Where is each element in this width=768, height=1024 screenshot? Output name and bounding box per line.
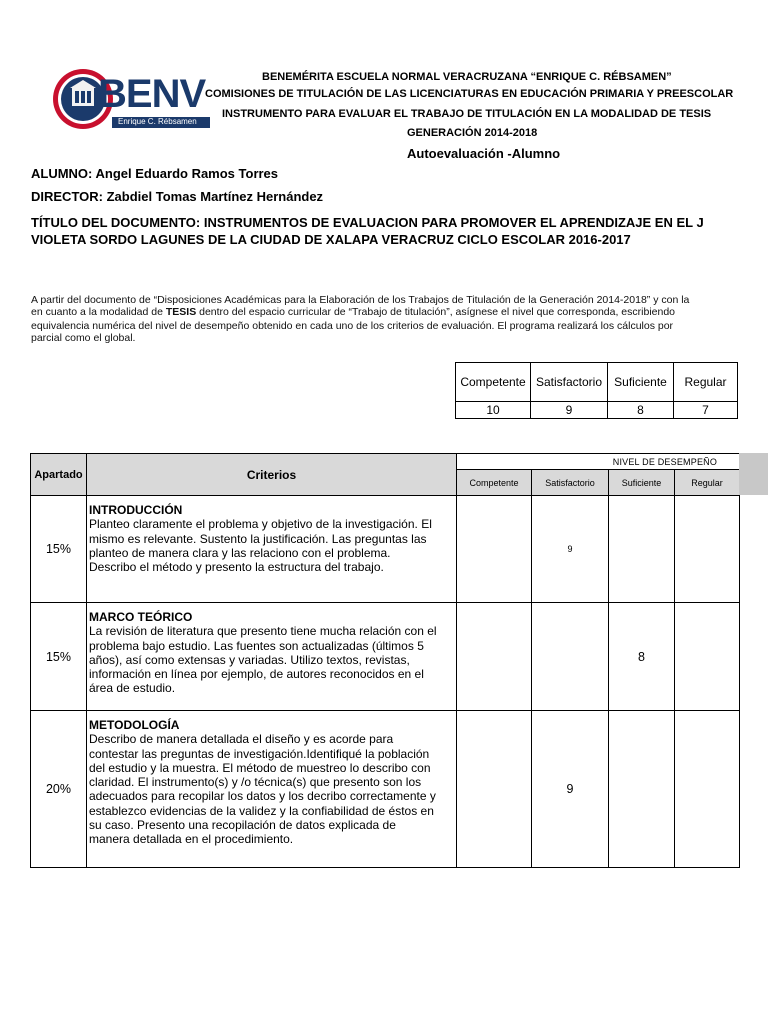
header-level: Suficiente bbox=[609, 470, 675, 496]
score-satisfactorio[interactable] bbox=[532, 603, 609, 711]
rubric-table bbox=[30, 453, 740, 868]
criteria-title: MARCO TEÓRICO bbox=[89, 610, 193, 624]
scale-level: Regular bbox=[674, 363, 738, 402]
side-scroll-tab[interactable] bbox=[739, 453, 768, 495]
table-row bbox=[31, 496, 740, 603]
scale-value: 8 bbox=[608, 402, 674, 419]
header-apartado: Apartado bbox=[31, 454, 87, 496]
instructions-text: en cuanto a la modalidad de bbox=[31, 306, 166, 318]
scale-value: 7 bbox=[674, 402, 738, 419]
scale-level: Competente bbox=[456, 363, 531, 402]
scale-level: Suficiente bbox=[608, 363, 674, 402]
commission-name: COMISIONES DE TITULACIÓN DE LAS LICENCIATURAS EN EDUCACIÓN PRIMARIA Y PREESCOLAR bbox=[205, 88, 734, 100]
logo-subtext: Enrique C. Rébsamen bbox=[118, 117, 197, 126]
instrument-title: INSTRUMENTO PARA EVALUAR EL TRABAJO DE TITULACIÓN EN LA MODALIDAD DE TESIS bbox=[222, 108, 712, 120]
score-regular[interactable] bbox=[675, 603, 740, 711]
instructions-text: dentro del espacio curricular de “Trabajo de titulación”, asígnese el nivel que corresponda, escribiendo bbox=[196, 306, 676, 318]
section-weight: 20% bbox=[31, 711, 87, 868]
institution-name: BENEMÉRITA ESCUELA NORMAL VERACRUZANA “ENRIQUE C. RÉBSAMEN” bbox=[262, 71, 672, 83]
score-regular[interactable] bbox=[675, 711, 740, 868]
school-logo bbox=[52, 68, 210, 130]
table-row bbox=[31, 711, 740, 868]
table-row bbox=[31, 603, 740, 711]
instructions-line-4: parcial como el global. bbox=[31, 332, 136, 344]
evaluation-type: Autoevaluación -Alumno bbox=[407, 146, 561, 161]
score-competente[interactable] bbox=[457, 711, 532, 868]
score-suficiente[interactable] bbox=[609, 496, 675, 603]
instructions-line-3: equivalencia numérica del nivel de desempeño obtenido en cada uno de los criterios de evaluación. El programa realizará los cálculos por bbox=[31, 320, 674, 332]
score-suficiente[interactable]: 8 bbox=[609, 603, 675, 711]
criteria-description: Describo de manera detallada el diseño y es acorde para contestar las preguntas de investigación.Identifiqué la población del estudio y la muestra. El método de muestreo lo describo con claridad. El instrumento(s) y /o técnica(s) que presento son los adecuados para recopilar los datos y los decribo correctamente y establezco evidencias de la validez y la confiabilidad de éstos en su caso. Presento una recopilación de datos explicada de manera detallada en el procedimiento. bbox=[89, 732, 436, 847]
instructions-line-1: A partir del documento de “Disposiciones Académicas para la Elaboración de los Trabajos de Titulación de la Generación 2014-2018” y con la bbox=[31, 294, 690, 306]
scale-table bbox=[455, 362, 738, 419]
score-regular[interactable] bbox=[675, 496, 740, 603]
criteria-cell bbox=[87, 711, 457, 868]
section-weight: 15% bbox=[31, 496, 87, 603]
criteria-title: METODOLOGÍA bbox=[89, 718, 180, 732]
criteria-description: Planteo claramente el problema y objetivo de la investigación. El mismo es relevante. Sustento la justificación. Las preguntas las planteo de manera clara y las relaciono con el problema. Describo el método y presento la estructura del trabajo. bbox=[89, 517, 432, 575]
scale-level: Satisfactorio bbox=[531, 363, 608, 402]
header-level: Regular bbox=[675, 470, 740, 496]
director-name: DIRECTOR: Zabdiel Tomas Martínez Hernández bbox=[31, 189, 324, 204]
student-name: ALUMNO: Angel Eduardo Ramos Torres bbox=[31, 166, 279, 181]
criteria-cell bbox=[87, 603, 457, 711]
criteria-cell bbox=[87, 496, 457, 603]
header-criterios: Criterios bbox=[87, 454, 457, 496]
score-suficiente[interactable] bbox=[609, 711, 675, 868]
header-nivel-desempeno: NIVEL DE DESEMPEÑO bbox=[457, 454, 740, 470]
logo-text: BENV bbox=[98, 72, 206, 116]
criteria-description: La revisión de literatura que presento tiene mucha relación con el problema bajo estudio. Las fuentes son actualizadas (últimos 5 años), así como extensas y variadas. Utilizo textos, revistas, información en línea por ejemplo, de autores reconocidos en el área de estudio. bbox=[89, 624, 437, 696]
header-level: Satisfactorio bbox=[532, 470, 609, 496]
document-title-line-1: TÍTULO DEL DOCUMENTO: INSTRUMENTOS DE EVALUACION PARA PROMOVER EL APRENDIZAJE EN EL J bbox=[31, 215, 704, 230]
instructions-line-2 bbox=[31, 306, 675, 318]
criteria-title: INTRODUCCIÓN bbox=[89, 503, 183, 517]
document-title-line-2: VIOLETA SORDO LAGUNES DE LA CIUDAD DE XALAPA VERACRUZ CICLO ESCOLAR 2016-2017 bbox=[31, 232, 631, 247]
header-level: Competente bbox=[457, 470, 532, 496]
scale-value: 9 bbox=[531, 402, 608, 419]
score-satisfactorio[interactable]: 9 bbox=[532, 711, 609, 868]
section-weight: 15% bbox=[31, 603, 87, 711]
score-competente[interactable] bbox=[457, 603, 532, 711]
scale-value: 10 bbox=[456, 402, 531, 419]
score-competente[interactable] bbox=[457, 496, 532, 603]
generation: GENERACIÓN 2014-2018 bbox=[407, 127, 538, 139]
instructions-modality: TESIS bbox=[165, 306, 197, 318]
score-satisfactorio[interactable]: 9 bbox=[532, 496, 609, 603]
